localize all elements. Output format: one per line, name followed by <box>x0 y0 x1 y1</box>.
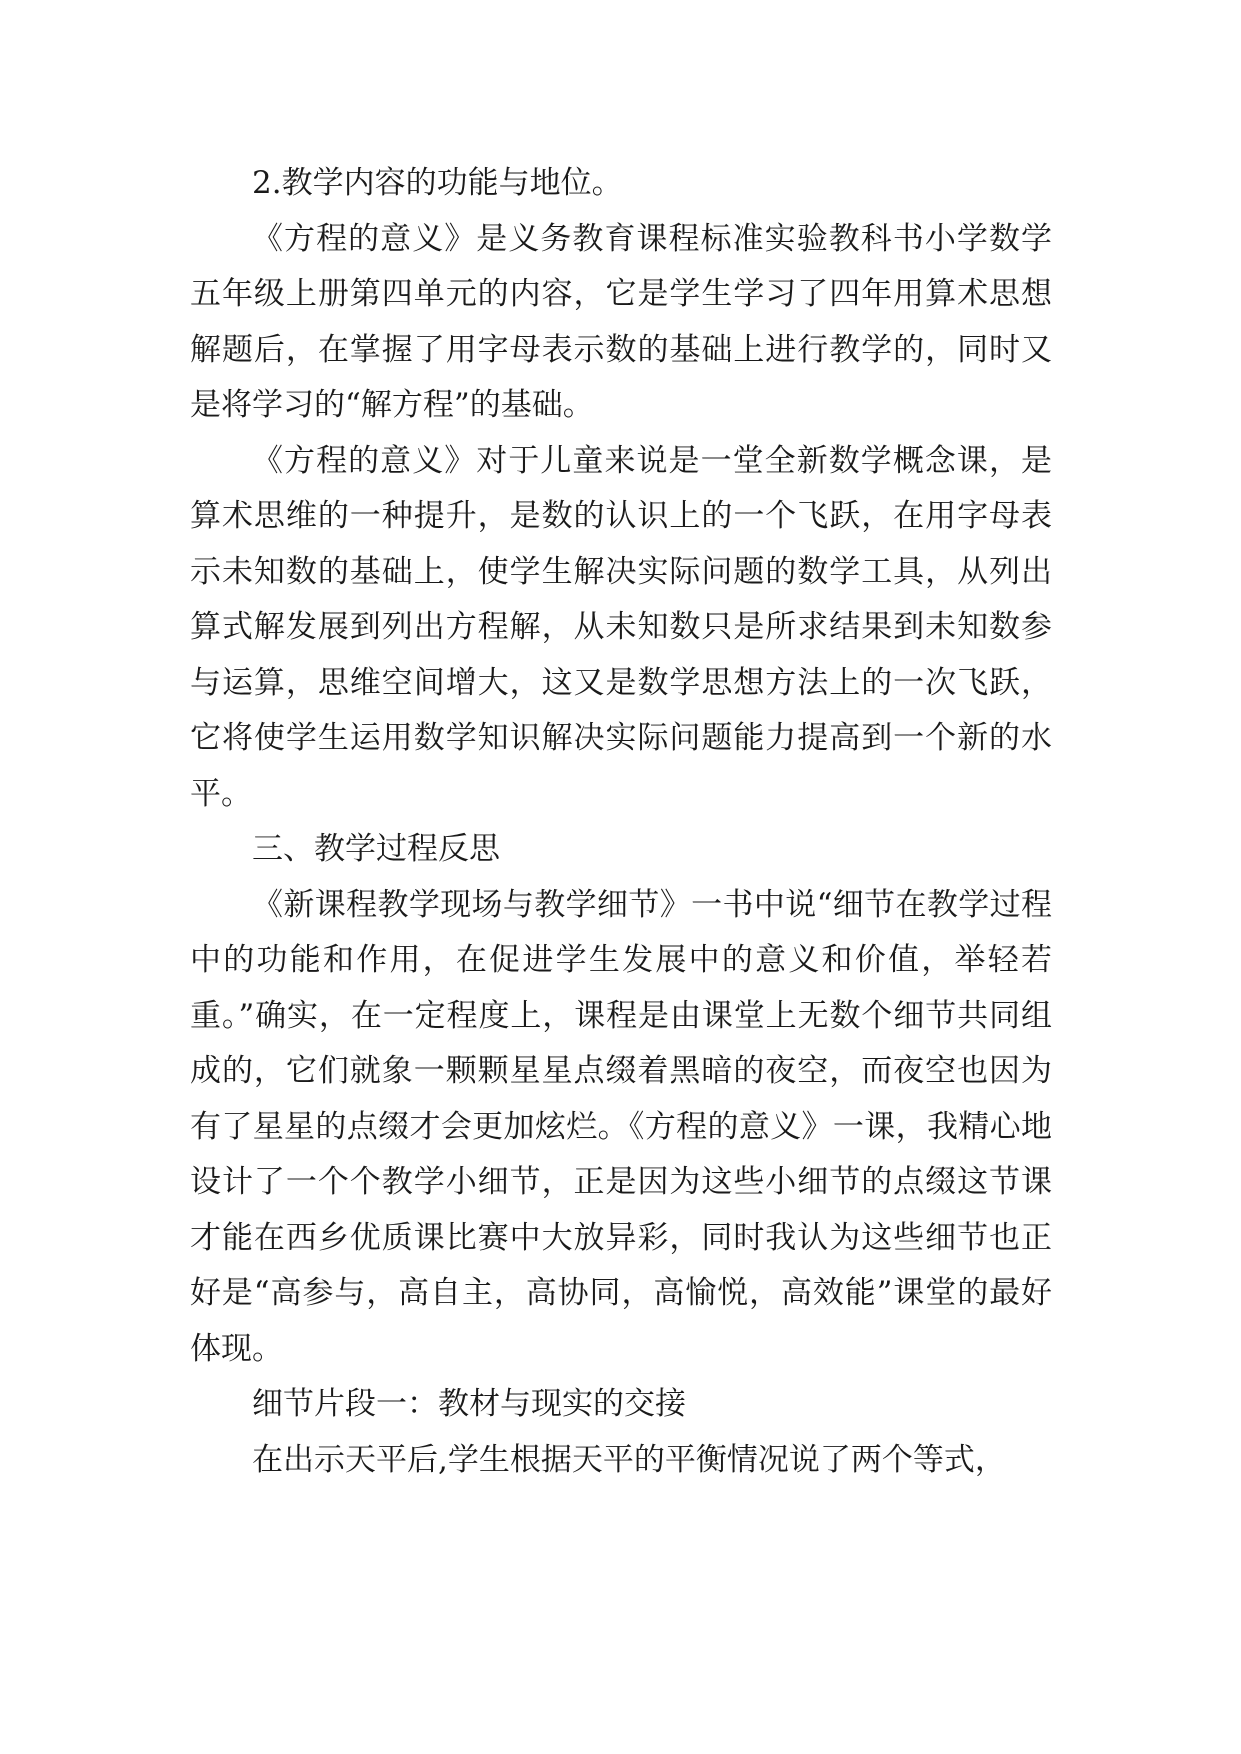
body-paragraph: 《方程的意义》对于儿童来说是一堂全新数学概念课，是算术思维的一种提升，是数的认识上的一个飞跃，在用字母表示未知数的基础上，使学生解决实际问题的数学工具，从列出算式解发展到列出方程解，从未知数只是所求结果到未知数参与运算，思维空间增大，这又是数学思想方法上的一次飞跃，它将使学生运用数学知识解决实际问题能力提高到一个新的水平。 <box>190 442 1052 812</box>
body-paragraph: 《新课程教学现场与教学细节》一书中说“细节在教学过程中的功能和作用，在促进学生发展中的意义和价值，举轻若重。”确实，在一定程度上，课程是由课堂上无数个细节共同组成的，它们就象一颗颗星星点缀着黑暗的夜空，而夜空也因为有了星星的点缀才会更加炫烂。《方程的意义》一课，我精心地设计了一个个教学小细节，正是因为这些小细节的点缀这节课才能在西乡优质课比赛中大放异彩，同时我认为这些细节也正好是“高参与，高自主，高协同，高愉悦，高效能”课堂的最好体现。 <box>190 886 1052 1367</box>
subsection-heading-detail-one: 细节片段一：教材与现实的交接 <box>252 1386 686 1422</box>
section-heading-reflection: 三、教学过程反思 <box>252 831 500 867</box>
section-heading-function-position: 2.教学内容的功能与地位。 <box>252 165 623 201</box>
document-body <box>190 156 1052 1488</box>
body-paragraph: 在出示天平后,学生根据天平的平衡情况说了两个等式， <box>252 1441 1006 1478</box>
body-paragraph: 《方程的意义》是义务教育课程标准实验教科书小学数学五年级上册第四单元的内容，它是学生学习了四年用算术思想解题后，在掌握了用字母表示数的基础上进行教学的，同时又是将学习的“解方程”的基础。 <box>190 220 1052 423</box>
